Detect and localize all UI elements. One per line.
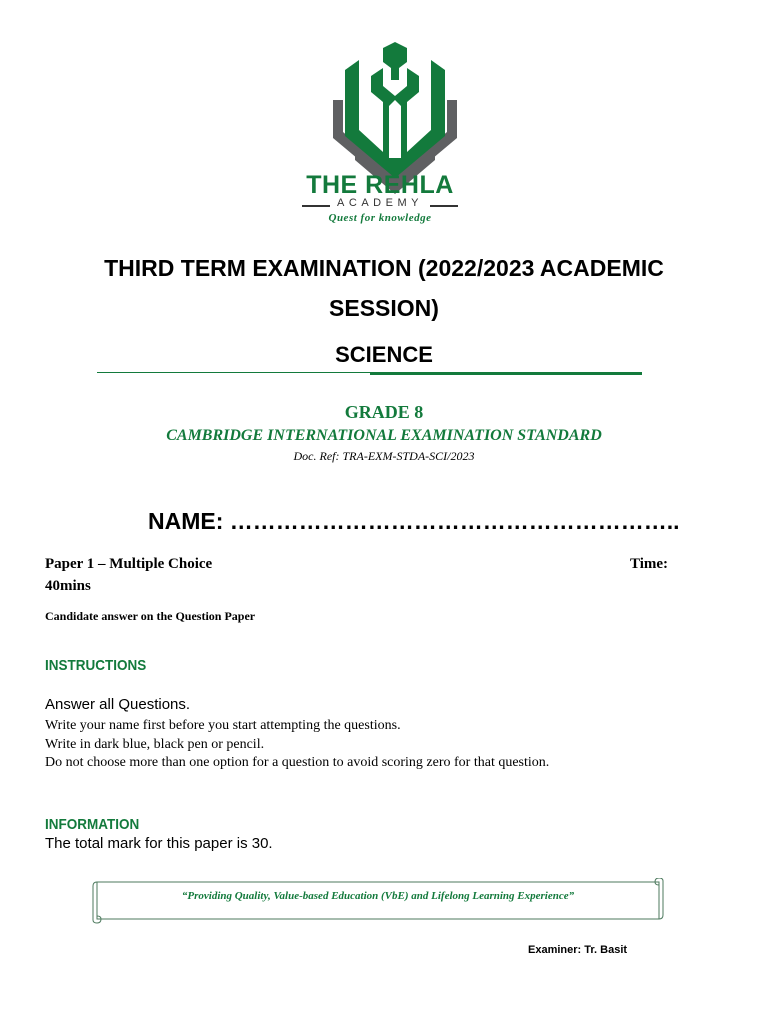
academy-name: THE REHLA — [306, 171, 454, 199]
candidate-note: Candidate answer on the Question Paper — [45, 609, 256, 623]
school-motto: “Providing Quality, Value-based Education (VbE) and Lifelong Learning Experience” — [181, 890, 575, 902]
grade-heading: GRADE 8 — [344, 402, 424, 422]
instructions-heading: INSTRUCTIONS — [45, 657, 147, 674]
academy-tagline: Quest for knowledge — [328, 212, 432, 224]
name-label: NAME: — [148, 508, 224, 534]
instruction-line: Write in dark blue, black pen or pencil. — [45, 736, 265, 752]
exam-title-line-2: SESSION) — [329, 295, 439, 321]
examiner-name: Examiner: Tr. Basit — [528, 944, 628, 956]
academy-subtitle: ACADEMY — [337, 197, 423, 209]
name-dotted-line: ………………………………………………….. — [229, 508, 680, 534]
academy-subtitle-row — [300, 198, 460, 212]
exam-standard: CAMBRIDGE INTERNATIONAL EXAMINATION STANDARD — [166, 427, 602, 444]
exam-title — [40, 248, 728, 328]
subject-underline-thick — [370, 373, 642, 375]
subject-title: SCIENCE — [335, 342, 433, 367]
time-label: Time: — [630, 556, 669, 572]
exam-title-line-1: THIRD TERM EXAMINATION (2022/2023 ACADEMIC — [104, 255, 664, 281]
subtitle-line-right — [430, 205, 458, 207]
total-mark-text: The total mark for this paper is 30. — [45, 835, 273, 852]
doc-reference: Doc. Ref: TRA-EXM-STDA-SCI/2023 — [293, 449, 475, 463]
instruction-answer-all: Answer all Questions. — [45, 696, 191, 713]
candidate-name-field[interactable] — [148, 508, 680, 535]
instruction-line: Do not choose more than one option for a question to avoid scoring zero for that question. — [45, 755, 550, 770]
instruction-line: Write your name first before you start attempting the questions. — [45, 718, 401, 733]
time-value: 40mins — [45, 578, 91, 594]
instruction-list — [45, 717, 549, 773]
information-heading: INFORMATION — [45, 816, 140, 833]
paper-label: Paper 1 – Multiple Choice — [45, 556, 213, 572]
